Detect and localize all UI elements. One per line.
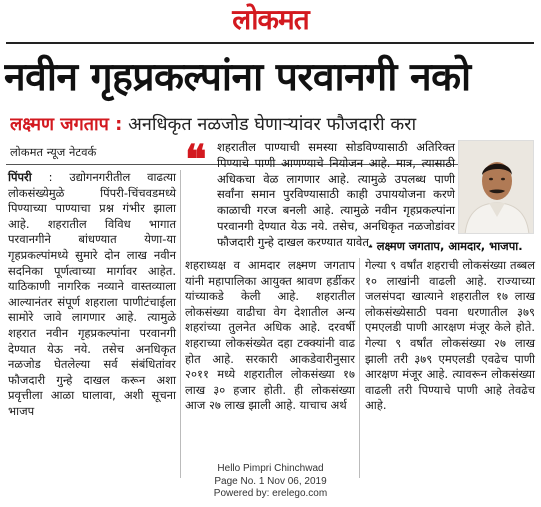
article-text-right: गेल्या ९ वर्षांत शहराची लोकसंख्या तब्बल १० लाखांनी वाढली आहे. राज्याच्या जलसंपदा खात्याने शहरातील १७ लाख लोकसंख्येसाठी पवना धरणातील ३७९ एमएलडी पाणी आरक्षण मंजूर केले होते. गेल्या ९ वर्षांत लोकसंख्या २७ लाख झाली तरी ३७९ एमएलडी एवढेच पाणी आरक्षण मंजूर आहे. त्यावरून लोकसंख्या वाढली तरी पिण्याचे पाणी आहे तेवढेच आहे. <box>365 258 535 413</box>
page-footer <box>0 463 541 507</box>
column-divider <box>180 170 181 478</box>
article-text-left: : उद्योगनगरीतील वाढत्या लोकसंख्येमुळे पिंपरी-चिंचवडमध्ये पिण्याच्या पाण्याचा प्रश्न गंभीर झाला आहे. शहरातील विविध भागात परवानगीने बांधण्यात येणा-या गृहप्रकल्पांमध्ये सुमारे दोन लाख नवीन सदनिका पूर्णत्वाच्या मार्गावर आहेत. याठिकाणी नागरिक नव्याने वास्तव्याला आल्यानंतर संपूर्ण शहराला पाणीटंचाईला सामोरे जावे लागणार आहे. त्यामुळे शहरात नवीन गृहप्रकल्पांना परवानगी देण्यात येऊ नये. तसेच अनधिकृत नळजोड घेतलेल्या सर्व संबंधितांवर फौजदारी गुन्हे दाखल करून अशा प्रवृत्तीला आळा घालावा, अशी सूचना भाजप <box>8 170 176 418</box>
pull-quote-text: शहरातील पाण्याची समस्या सोडविण्यासाठी अतिरिक्त पिण्याचे पाणी आणण्याचे नियोजन आहे. मात्र, त्यासाठी अधिकचा वेळ लागणार आहे. त्यामुळे उपलब्ध पाणी सर्वांना समान पुरविण्यासाठी काही उपाययोजना करणे काळाची गरज बनली आहे. त्यामुळे नवीन गृहप्रकल्पांना परवानगी देण्यात येऊ नये. तसेच, अनधिकृत नळजोडांवर फौजदारी गुन्हे दाखल करण्यात यावेत. <box>217 140 455 249</box>
author-photo <box>458 140 534 234</box>
article-column-left <box>8 170 176 480</box>
dateline-place: पिंपरी <box>8 170 32 184</box>
byline: लोकमत न्यूज नेटवर्क <box>10 145 97 159</box>
footer-edition: Hello Pimpri Chinchwad <box>217 463 324 474</box>
masthead-divider <box>6 42 534 44</box>
pull-quote <box>185 136 455 252</box>
newspaper-logo: लोकमत <box>232 3 309 36</box>
article-text-middle: शहराध्यक्ष व आमदार लक्ष्मण जगताप यांनी महापालिका आयुक्त श्रावण हर्डीकर यांच्याकडे केली आहे. शहरातील लोकसंख्या वाढीचा वेग देशातील अन्य शहरांच्या तुलनेत अधिक आहे. दरवर्षी शहराच्या लोकसंख्येत दहा टक्क्यांनी वाढ होत आहे. सरकारी आकडेवारीनुसार २०११ मध्ये शहरातील लोकसंख्या १७ लाख ३० हजार होती. ही लोकसंख्या आज २७ लाख झाली आहे. याचाच अर्थ <box>185 258 355 413</box>
article-column-middle <box>185 258 355 480</box>
subheadline <box>10 110 536 140</box>
footer-page-date: Page No. 1 Nov 06, 2019 <box>214 475 327 487</box>
quote-credit: - लक्ष्मण जगताप, आमदार, भाजपा. <box>368 239 523 253</box>
subhead-text: अनधिकृत नळजोड घेणाऱ्यांवर फौजदारी करा <box>122 114 417 135</box>
masthead <box>0 2 541 38</box>
footer-powered-by: Powered by: erelego.com <box>213 488 328 499</box>
article-column-right <box>365 258 535 480</box>
headline: नवीन गृहप्रकल्पांना परवानगी नको <box>4 55 471 100</box>
column-divider <box>359 258 360 478</box>
quote-mark-icon: ❝ <box>185 136 207 183</box>
subhead-name: लक्ष्मण जगताप : <box>10 114 123 135</box>
